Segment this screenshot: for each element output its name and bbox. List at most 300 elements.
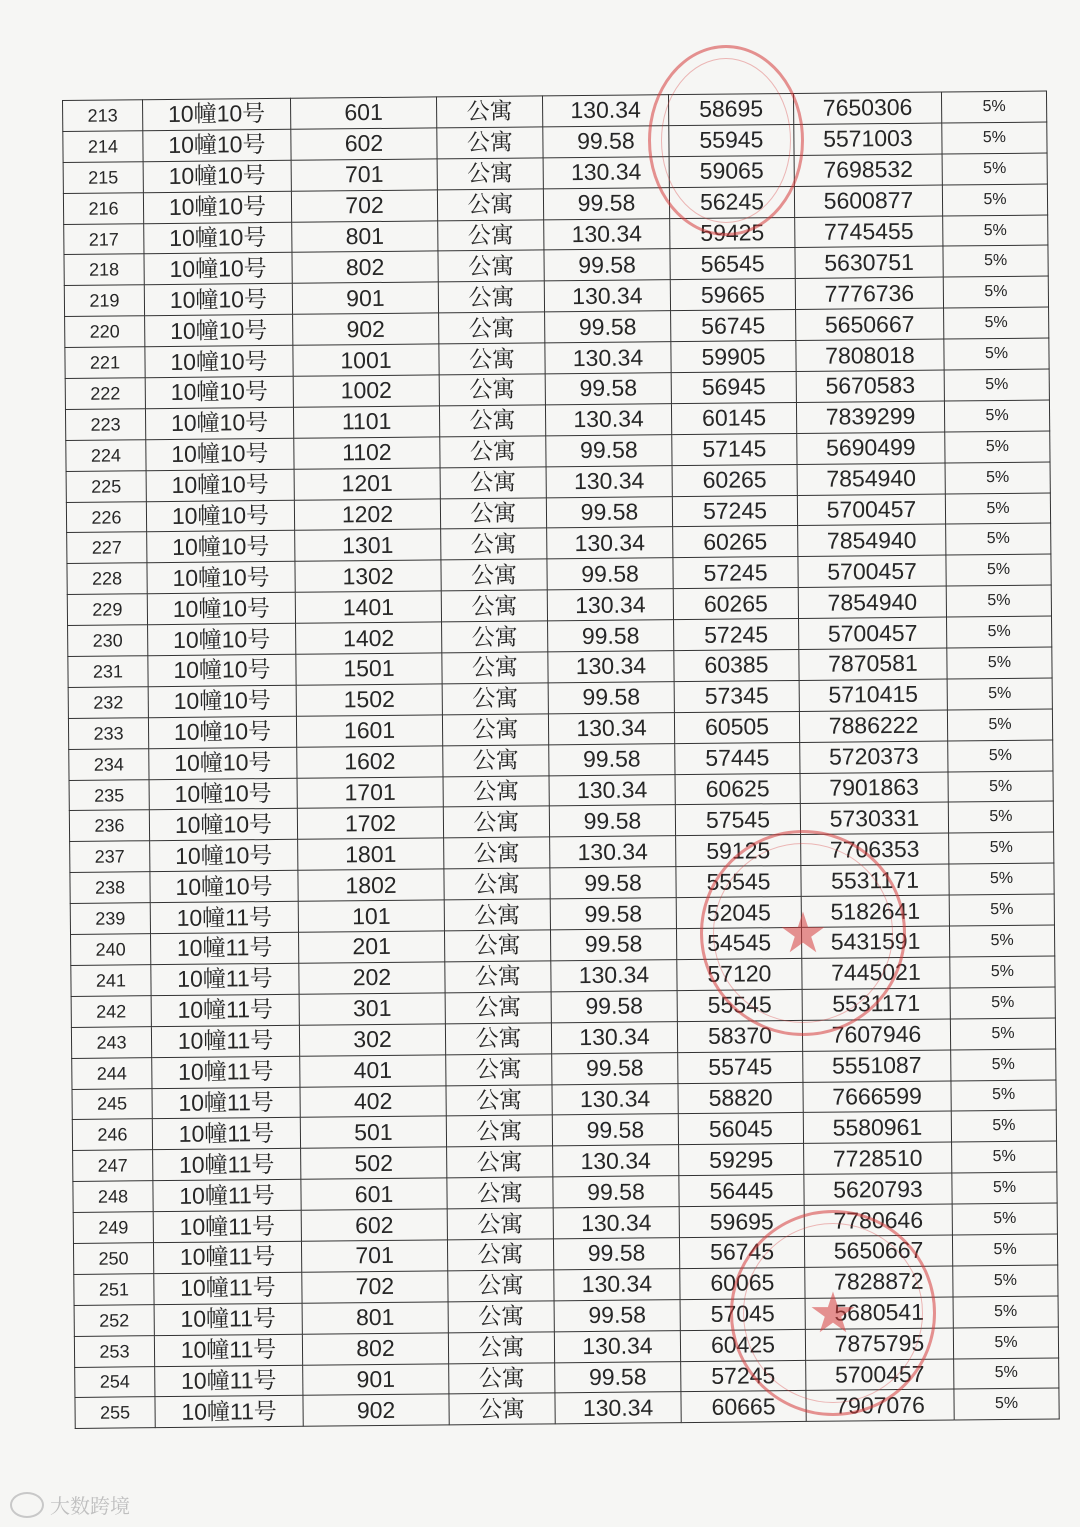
rate-cell: 5% xyxy=(952,1172,1057,1204)
rate-cell: 5% xyxy=(950,1018,1055,1050)
unit-price-cell: 56745 xyxy=(679,1236,804,1268)
building-cell: 10幢11号 xyxy=(152,1056,300,1088)
row-number-cell: 230 xyxy=(68,625,148,657)
property-type-cell: 公寓 xyxy=(444,868,550,900)
row-number-cell: 239 xyxy=(70,903,150,935)
area-cell: 130.34 xyxy=(545,404,671,436)
property-type-cell: 公寓 xyxy=(437,189,543,221)
building-cell: 10幢10号 xyxy=(143,160,291,192)
area-cell: 99.58 xyxy=(552,1114,678,1146)
unit-price-cell: 55545 xyxy=(676,866,801,898)
area-cell: 99.58 xyxy=(545,311,671,343)
row-number-cell: 251 xyxy=(74,1274,154,1306)
unit-price-cell: 57345 xyxy=(674,680,799,712)
property-type-cell: 公寓 xyxy=(449,1393,555,1425)
total-price-cell: 5600877 xyxy=(794,185,942,217)
area-cell: 99.58 xyxy=(544,249,670,281)
area-cell: 99.58 xyxy=(554,1299,680,1331)
unit-price-cell: 56245 xyxy=(669,186,794,218)
building-cell: 10幢11号 xyxy=(155,1365,303,1397)
room-number-cell: 1201 xyxy=(294,468,440,500)
unit-price-cell: 58820 xyxy=(678,1082,803,1114)
area-cell: 130.34 xyxy=(548,712,674,744)
seal-star-icon: ★ xyxy=(807,1281,859,1344)
total-price-cell: 5531171 xyxy=(801,864,949,896)
property-type-cell: 公寓 xyxy=(447,1177,553,1209)
room-number-cell: 1301 xyxy=(295,529,441,561)
area-cell: 99.58 xyxy=(549,805,675,837)
rate-cell: 5% xyxy=(948,740,1053,772)
row-number-cell: 219 xyxy=(64,285,144,317)
watermark xyxy=(10,1490,130,1519)
area-cell: 99.58 xyxy=(545,373,671,405)
rate-cell: 5% xyxy=(952,1234,1057,1266)
area-cell: 130.34 xyxy=(553,1207,679,1239)
rate-cell: 5% xyxy=(947,678,1052,710)
room-number-cell: 202 xyxy=(299,962,445,994)
total-price-cell: 7445021 xyxy=(802,957,950,989)
rate-cell: 5% xyxy=(948,771,1053,803)
row-number-cell: 249 xyxy=(73,1212,153,1244)
building-cell: 10幢10号 xyxy=(150,871,298,903)
room-number-cell: 1401 xyxy=(295,591,441,623)
property-type-cell: 公寓 xyxy=(444,930,550,962)
area-cell: 99.58 xyxy=(548,620,674,652)
room-number-cell: 801 xyxy=(292,220,438,252)
rate-cell: 5% xyxy=(942,184,1047,216)
total-price-cell: 7808018 xyxy=(796,339,944,371)
row-number-cell: 226 xyxy=(66,501,146,533)
area-cell: 130.34 xyxy=(552,1083,678,1115)
row-number-cell: 252 xyxy=(74,1304,154,1336)
row-number-cell: 250 xyxy=(73,1243,153,1275)
total-price-cell: 7854940 xyxy=(798,525,946,557)
building-cell: 10幢11号 xyxy=(151,994,299,1026)
building-cell: 10幢11号 xyxy=(155,1396,303,1428)
total-price-cell: 5700457 xyxy=(797,494,945,526)
unit-price-cell: 57145 xyxy=(672,433,797,465)
building-cell: 10幢10号 xyxy=(148,623,296,655)
property-type-cell: 公寓 xyxy=(440,497,546,529)
area-cell: 99.58 xyxy=(549,743,675,775)
area-cell: 130.34 xyxy=(553,1145,679,1177)
property-type-cell: 公寓 xyxy=(446,1115,552,1147)
room-number-cell: 1601 xyxy=(296,715,442,747)
room-number-cell: 1602 xyxy=(297,746,443,778)
room-number-cell: 902 xyxy=(303,1394,449,1426)
total-price-cell: 5730331 xyxy=(800,803,948,835)
property-type-cell: 公寓 xyxy=(440,436,546,468)
rate-cell: 5% xyxy=(944,369,1049,401)
total-price-cell: 5720373 xyxy=(800,741,948,773)
room-number-cell: 401 xyxy=(300,1054,446,1086)
row-number-cell: 233 xyxy=(68,718,148,750)
rate-cell: 5% xyxy=(953,1327,1058,1359)
building-cell: 10幢10号 xyxy=(145,345,293,377)
rate-cell: 5% xyxy=(945,462,1050,494)
area-cell: 99.58 xyxy=(552,1052,678,1084)
property-type-cell: 公寓 xyxy=(436,96,542,128)
property-type-cell: 公寓 xyxy=(438,281,544,313)
building-cell: 10幢11号 xyxy=(153,1210,301,1242)
building-cell: 10幢10号 xyxy=(150,840,298,872)
row-number-cell: 220 xyxy=(65,316,145,348)
total-price-cell: 7745455 xyxy=(795,216,943,248)
unit-price-cell: 56045 xyxy=(678,1113,803,1145)
rate-cell: 5% xyxy=(947,709,1052,741)
row-number-cell: 232 xyxy=(68,687,148,719)
area-cell: 130.34 xyxy=(548,651,674,683)
unit-price-cell: 57245 xyxy=(673,557,798,589)
total-price-cell: 5710415 xyxy=(799,679,947,711)
row-number-cell: 216 xyxy=(63,192,143,224)
rate-cell: 5% xyxy=(943,245,1048,277)
row-number-cell: 231 xyxy=(68,656,148,688)
unit-price-cell: 60145 xyxy=(671,402,796,434)
row-number-cell: 213 xyxy=(63,100,143,132)
row-number-cell: 254 xyxy=(75,1366,155,1398)
total-price-cell: 5650667 xyxy=(804,1235,952,1267)
total-price-cell: 5620793 xyxy=(804,1173,952,1205)
room-number-cell: 1302 xyxy=(295,560,441,592)
area-cell: 99.58 xyxy=(550,898,676,930)
total-price-cell: 7776736 xyxy=(795,277,943,309)
total-price-cell: 7728510 xyxy=(804,1142,952,1174)
row-number-cell: 237 xyxy=(70,841,150,873)
unit-price-cell: 60265 xyxy=(673,526,798,558)
building-cell: 10幢11号 xyxy=(152,1118,300,1150)
room-number-cell: 201 xyxy=(299,931,445,963)
rate-cell: 5% xyxy=(946,523,1051,555)
total-price-cell: 7875795 xyxy=(805,1328,953,1360)
area-cell: 99.58 xyxy=(543,187,669,219)
property-type-cell: 公寓 xyxy=(437,127,543,159)
total-price-cell: 5700457 xyxy=(806,1359,954,1391)
area-cell: 99.58 xyxy=(553,1238,679,1270)
property-type-cell: 公寓 xyxy=(438,250,544,282)
rate-cell: 5% xyxy=(944,307,1049,339)
room-number-cell: 101 xyxy=(298,900,444,932)
unit-price-cell: 54545 xyxy=(676,927,801,959)
area-cell: 130.34 xyxy=(554,1268,680,1300)
rate-cell: 5% xyxy=(944,400,1049,432)
total-price-cell: 5700457 xyxy=(799,617,947,649)
unit-price-cell: 59125 xyxy=(676,835,801,867)
room-number-cell: 702 xyxy=(291,190,437,222)
unit-price-cell: 59425 xyxy=(670,217,795,249)
area-cell: 99.58 xyxy=(543,126,669,158)
rate-cell: 5% xyxy=(951,1049,1056,1081)
row-number-cell: 253 xyxy=(74,1335,154,1367)
row-number-cell: 242 xyxy=(71,996,151,1028)
room-number-cell: 302 xyxy=(299,1024,445,1056)
row-number-cell: 217 xyxy=(64,223,144,255)
area-cell: 130.34 xyxy=(554,1330,680,1362)
unit-price-cell: 56545 xyxy=(670,248,795,280)
property-type-cell: 公寓 xyxy=(448,1301,554,1333)
room-number-cell: 1202 xyxy=(294,498,440,530)
room-number-cell: 901 xyxy=(292,282,438,314)
property-type-cell: 公寓 xyxy=(445,1023,551,1055)
row-number-cell: 243 xyxy=(71,1026,151,1058)
price-list-sheet xyxy=(62,91,1060,1430)
building-cell: 10幢10号 xyxy=(143,191,291,223)
total-price-cell: 5182641 xyxy=(801,895,949,927)
property-type-cell: 公寓 xyxy=(446,1084,552,1116)
property-type-cell: 公寓 xyxy=(439,312,545,344)
property-type-cell: 公寓 xyxy=(442,621,548,653)
area-cell: 130.34 xyxy=(543,156,669,188)
rate-cell: 5% xyxy=(949,894,1054,926)
total-price-cell: 7870581 xyxy=(799,648,947,680)
rate-cell: 5% xyxy=(945,493,1050,525)
room-number-cell: 702 xyxy=(302,1271,448,1303)
room-number-cell: 802 xyxy=(292,251,438,283)
total-price-cell: 7886222 xyxy=(799,710,947,742)
rate-cell: 5% xyxy=(946,554,1051,586)
area-cell: 99.58 xyxy=(555,1361,681,1393)
property-type-cell: 公寓 xyxy=(439,405,545,437)
row-number-cell: 238 xyxy=(70,872,150,904)
unit-price-cell: 59665 xyxy=(670,279,795,311)
area-cell: 130.34 xyxy=(550,836,676,868)
total-price-cell: 7828872 xyxy=(805,1266,953,1298)
rate-cell: 5% xyxy=(947,616,1052,648)
unit-price-cell: 60425 xyxy=(680,1329,805,1361)
property-type-cell: 公寓 xyxy=(449,1362,555,1394)
rate-cell: 5% xyxy=(954,1358,1059,1390)
weibo-icon xyxy=(10,1492,44,1518)
room-number-cell: 1402 xyxy=(296,622,442,654)
row-number-cell: 255 xyxy=(75,1397,155,1429)
total-price-cell: 7854940 xyxy=(798,586,946,618)
property-type-cell: 公寓 xyxy=(448,1270,554,1302)
rate-cell: 5% xyxy=(953,1265,1058,1297)
area-cell: 130.34 xyxy=(542,95,668,127)
unit-price-cell: 60505 xyxy=(674,711,799,743)
room-number-cell: 1002 xyxy=(293,375,439,407)
room-number-cell: 1001 xyxy=(293,344,439,376)
unit-price-cell: 56945 xyxy=(671,371,796,403)
rate-cell: 5% xyxy=(953,1296,1058,1328)
row-number-cell: 228 xyxy=(67,563,147,595)
building-cell: 10幢10号 xyxy=(147,531,295,563)
row-number-cell: 214 xyxy=(63,131,143,163)
row-number-cell: 229 xyxy=(67,594,147,626)
rate-cell: 5% xyxy=(949,925,1054,957)
area-cell: 130.34 xyxy=(544,280,670,312)
area-cell: 130.34 xyxy=(544,218,670,250)
total-price-cell: 5630751 xyxy=(795,247,943,279)
property-type-cell: 公寓 xyxy=(446,1053,552,1085)
unit-price-cell: 59695 xyxy=(679,1205,804,1237)
building-cell: 10幢10号 xyxy=(143,129,291,161)
unit-price-cell: 60625 xyxy=(675,773,800,805)
row-number-cell: 248 xyxy=(73,1181,153,1213)
room-number-cell: 502 xyxy=(301,1147,447,1179)
total-price-cell: 5551087 xyxy=(803,1050,951,1082)
property-type-cell: 公寓 xyxy=(438,219,544,251)
building-cell: 10幢10号 xyxy=(148,716,296,748)
property-type-cell: 公寓 xyxy=(443,806,549,838)
total-price-cell: 7901863 xyxy=(800,772,948,804)
rate-cell: 5% xyxy=(941,91,1046,123)
unit-price-cell: 57545 xyxy=(675,804,800,836)
unit-price-cell: 57245 xyxy=(681,1360,806,1392)
rate-cell: 5% xyxy=(942,122,1047,154)
building-cell: 10幢10号 xyxy=(144,222,292,254)
room-number-cell: 301 xyxy=(299,993,445,1025)
row-number-cell: 215 xyxy=(63,162,143,194)
unit-price-cell: 59065 xyxy=(669,155,794,187)
rate-cell: 5% xyxy=(943,215,1048,247)
unit-price-cell: 60065 xyxy=(680,1267,805,1299)
unit-price-cell: 59295 xyxy=(679,1144,804,1176)
table-body xyxy=(63,91,1060,1429)
area-cell: 99.58 xyxy=(546,434,672,466)
row-number-cell: 227 xyxy=(67,532,147,564)
unit-price-cell: 60385 xyxy=(674,649,799,681)
property-type-cell: 公寓 xyxy=(442,652,548,684)
building-cell: 10幢10号 xyxy=(149,809,297,841)
rate-cell: 5% xyxy=(946,585,1051,617)
building-cell: 10幢10号 xyxy=(145,407,293,439)
row-number-cell: 240 xyxy=(71,934,151,966)
room-number-cell: 1102 xyxy=(294,437,440,469)
room-number-cell: 1701 xyxy=(297,776,443,808)
building-cell: 10幢11号 xyxy=(150,901,298,933)
area-cell: 99.58 xyxy=(550,929,676,961)
area-cell: 130.34 xyxy=(547,589,673,621)
total-price-cell: 7666599 xyxy=(803,1081,951,1113)
building-cell: 10幢10号 xyxy=(146,438,294,470)
area-cell: 99.58 xyxy=(547,558,673,590)
property-type-cell: 公寓 xyxy=(443,775,549,807)
total-price-cell: 7780646 xyxy=(804,1204,952,1236)
rate-cell: 5% xyxy=(952,1141,1057,1173)
price-table xyxy=(62,91,1060,1430)
area-cell: 130.34 xyxy=(551,1021,677,1053)
room-number-cell: 602 xyxy=(301,1209,447,1241)
rate-cell: 5% xyxy=(954,1388,1059,1420)
area-cell: 130.34 xyxy=(546,465,672,497)
watermark-text: 大数跨境 xyxy=(50,1496,130,1518)
building-cell: 10幢10号 xyxy=(146,500,294,532)
rate-cell: 5% xyxy=(950,956,1055,988)
area-cell: 130.34 xyxy=(547,527,673,559)
unit-price-cell: 57045 xyxy=(680,1298,805,1330)
property-type-cell: 公寓 xyxy=(443,745,549,777)
total-price-cell: 7706353 xyxy=(801,833,949,865)
row-number-cell: 234 xyxy=(69,748,149,780)
building-cell: 10幢10号 xyxy=(149,778,297,810)
building-cell: 10幢10号 xyxy=(149,747,297,779)
property-type-cell: 公寓 xyxy=(447,1239,553,1271)
room-number-cell: 901 xyxy=(303,1363,449,1395)
total-price-cell: 5580961 xyxy=(803,1111,951,1143)
room-number-cell: 802 xyxy=(302,1332,448,1364)
property-type-cell: 公寓 xyxy=(437,158,543,190)
rate-cell: 5% xyxy=(945,431,1050,463)
rate-cell: 5% xyxy=(947,647,1052,679)
area-cell: 99.58 xyxy=(548,682,674,714)
building-cell: 10幢11号 xyxy=(151,932,299,964)
unit-price-cell: 60265 xyxy=(672,464,797,496)
building-cell: 10幢10号 xyxy=(143,98,291,130)
total-price-cell: 5670583 xyxy=(796,370,944,402)
unit-price-cell: 57120 xyxy=(677,958,802,990)
property-type-cell: 公寓 xyxy=(441,559,547,591)
rate-cell: 5% xyxy=(951,1110,1056,1142)
total-price-cell: 5431591 xyxy=(801,926,949,958)
property-type-cell: 公寓 xyxy=(442,714,548,746)
unit-price-cell: 55745 xyxy=(678,1051,803,1083)
unit-price-cell: 56745 xyxy=(671,310,796,342)
room-number-cell: 1802 xyxy=(298,869,444,901)
rate-cell: 5% xyxy=(949,863,1054,895)
property-type-cell: 公寓 xyxy=(441,528,547,560)
rate-cell: 5% xyxy=(949,832,1054,864)
area-cell: 99.58 xyxy=(546,496,672,528)
property-type-cell: 公寓 xyxy=(447,1208,553,1240)
row-number-cell: 247 xyxy=(73,1150,153,1182)
total-price-cell: 5571003 xyxy=(794,123,942,155)
building-cell: 10幢10号 xyxy=(144,253,292,285)
property-type-cell: 公寓 xyxy=(445,992,551,1024)
room-number-cell: 501 xyxy=(300,1116,446,1148)
building-cell: 10幢11号 xyxy=(154,1272,302,1304)
room-number-cell: 402 xyxy=(300,1085,446,1117)
total-price-cell: 5700457 xyxy=(798,555,946,587)
row-number-cell: 223 xyxy=(65,409,145,441)
room-number-cell: 601 xyxy=(290,97,436,129)
total-price-cell: 7907076 xyxy=(806,1389,954,1421)
total-price-cell: 7698532 xyxy=(794,154,942,186)
property-type-cell: 公寓 xyxy=(439,374,545,406)
area-cell: 99.58 xyxy=(551,990,677,1022)
unit-price-cell: 57245 xyxy=(674,619,799,651)
property-type-cell: 公寓 xyxy=(448,1331,554,1363)
area-cell: 130.34 xyxy=(545,342,671,374)
unit-price-cell: 59905 xyxy=(671,341,796,373)
property-type-cell: 公寓 xyxy=(439,343,545,375)
building-cell: 10幢11号 xyxy=(153,1149,301,1181)
room-number-cell: 1801 xyxy=(298,838,444,870)
room-number-cell: 601 xyxy=(301,1178,447,1210)
rate-cell: 5% xyxy=(948,802,1053,834)
building-cell: 10幢10号 xyxy=(146,469,294,501)
building-cell: 10幢11号 xyxy=(154,1334,302,1366)
building-cell: 10幢11号 xyxy=(153,1241,301,1273)
unit-price-cell: 57245 xyxy=(672,495,797,527)
room-number-cell: 701 xyxy=(291,159,437,191)
total-price-cell: 7650306 xyxy=(793,92,941,124)
row-number-cell: 221 xyxy=(65,347,145,379)
row-number-cell: 218 xyxy=(64,254,144,286)
rate-cell: 5% xyxy=(944,338,1049,370)
building-cell: 10幢10号 xyxy=(148,685,296,717)
room-number-cell: 902 xyxy=(293,313,439,345)
total-price-cell: 5531171 xyxy=(802,988,950,1020)
property-type-cell: 公寓 xyxy=(445,961,551,993)
rate-cell: 5% xyxy=(950,987,1055,1019)
unit-price-cell: 58695 xyxy=(668,93,793,125)
area-cell: 130.34 xyxy=(555,1392,681,1424)
area-cell: 130.34 xyxy=(549,774,675,806)
unit-price-cell: 56445 xyxy=(679,1175,804,1207)
row-number-cell: 241 xyxy=(71,965,151,997)
room-number-cell: 1502 xyxy=(296,684,442,716)
